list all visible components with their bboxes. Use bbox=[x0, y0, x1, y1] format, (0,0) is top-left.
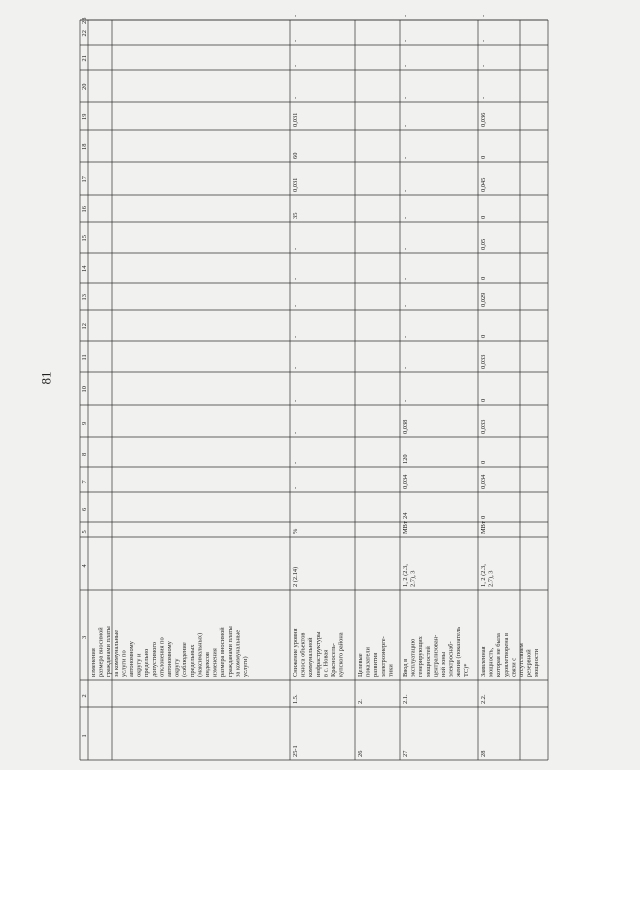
cell-r3-c7: 0,034 bbox=[402, 474, 409, 489]
cell-r1-c18: 60 bbox=[292, 152, 299, 159]
cell-r0-c3: допустимого bbox=[150, 641, 158, 677]
cell-r4-c6: 0 bbox=[480, 515, 487, 519]
cell-r2-c3: Целевые bbox=[357, 653, 364, 677]
cell-r4-c3: Заявленная bbox=[480, 646, 487, 677]
column-number: 17 bbox=[81, 176, 88, 183]
column-number: 18 bbox=[81, 143, 88, 150]
column-number: 7 bbox=[81, 480, 88, 484]
cell-r3-c15: - bbox=[402, 247, 409, 250]
cell-r1-c21: - bbox=[292, 64, 299, 67]
cell-r3-c13: - bbox=[402, 304, 409, 307]
column-number: 22 bbox=[81, 30, 88, 37]
cell-r1-c14: - bbox=[292, 277, 299, 280]
cell-r4-c10: 0 bbox=[480, 398, 487, 402]
cell-r3-c3: мощностей bbox=[424, 646, 432, 677]
cell-r1-c22: - bbox=[292, 39, 299, 42]
cell-r4-c18: 0 bbox=[480, 155, 487, 159]
cell-r1-c15: - bbox=[292, 247, 299, 250]
cell-r3-c4: 2.7), 3 bbox=[409, 570, 417, 587]
cell-r3-c9: 0,038 bbox=[402, 419, 409, 434]
cell-r3-c19: - bbox=[402, 124, 409, 127]
column-number: 16 bbox=[81, 206, 88, 213]
cell-r3-c20: - bbox=[402, 96, 409, 99]
cell-r0-c3: размера вносимой bbox=[219, 627, 227, 677]
cell-r1-c20: - bbox=[292, 96, 299, 99]
cell-r4-c7: 0,034 bbox=[480, 474, 487, 489]
cell-r4-c3: удовлетворена в bbox=[502, 632, 510, 677]
cell-r3-c3: централизован- bbox=[432, 634, 440, 677]
cell-r4-c4: 2.7), 3 bbox=[487, 570, 495, 587]
cell-r1-c3: купского района bbox=[337, 632, 345, 677]
cell-r3-c23: - bbox=[402, 14, 409, 17]
cell-r4-c21: - bbox=[480, 64, 487, 67]
column-number: 8 bbox=[81, 452, 88, 456]
cell-r4-c9: 0,033 bbox=[480, 419, 487, 434]
column-number: 9 bbox=[81, 421, 88, 425]
cell-r0-c3: гражданами платы bbox=[226, 626, 234, 677]
column-number: 19 bbox=[81, 113, 88, 120]
cell-r2-c2: 2. bbox=[357, 699, 364, 704]
cell-r0-c3: отклонения по bbox=[158, 637, 166, 677]
cell-r1-c16: 35 bbox=[292, 212, 299, 219]
cell-r0-c3: предельных bbox=[188, 644, 196, 677]
cell-r2-c3: тики bbox=[387, 664, 395, 677]
cell-r3-c22: - bbox=[402, 39, 409, 42]
cell-r1-c3: Красносель- bbox=[330, 643, 337, 677]
cell-r0-c3: индексов bbox=[204, 652, 211, 677]
cell-r4-c20: - bbox=[480, 96, 487, 99]
cell-r2-c3: электроэнерге- bbox=[379, 636, 387, 677]
cell-r1-c2: 1.5. bbox=[292, 694, 299, 704]
column-number: 15 bbox=[81, 235, 88, 242]
column-number: 5 bbox=[81, 530, 88, 534]
cell-r0-c3: услуги по bbox=[120, 650, 128, 677]
cell-r3-c4: 1, 2 (2.3, bbox=[402, 564, 409, 587]
column-number: 1 bbox=[81, 734, 88, 738]
cell-r0-c3: изменения bbox=[211, 648, 219, 677]
cell-r1-c3: в с. Новая bbox=[322, 649, 330, 677]
cell-r0-c3: за коммунальные bbox=[234, 629, 242, 677]
cell-r3-c3: ТС)* bbox=[462, 663, 470, 677]
cell-r4-c4: 1, 2 (2.3, bbox=[480, 564, 487, 587]
column-number: 13 bbox=[81, 294, 88, 301]
cell-r0-c3: гражданами платы bbox=[105, 626, 113, 677]
cell-r1-c11: - bbox=[292, 366, 299, 369]
cell-r1-c1: 25-1 bbox=[292, 745, 299, 757]
column-number: 4 bbox=[81, 564, 88, 568]
cell-r1-c3: коммунальной bbox=[307, 637, 315, 677]
cell-r2-c1: 26 bbox=[357, 750, 364, 757]
cell-r3-c3: Ввод в bbox=[402, 658, 409, 677]
cell-r3-c18: - bbox=[402, 156, 409, 159]
cell-r3-c16: - bbox=[402, 216, 409, 219]
cell-r2-c3: развития bbox=[372, 652, 380, 677]
cell-r4-c3: связи с bbox=[510, 657, 518, 677]
cell-r3-c17: - bbox=[402, 189, 409, 192]
cell-r3-c3: генерирующих bbox=[417, 636, 425, 677]
cell-r0-c3: (соблюдение bbox=[181, 642, 189, 677]
cell-r3-c2: 2.1. bbox=[402, 694, 409, 704]
column-number: 12 bbox=[81, 323, 88, 330]
cell-r1-c8: - bbox=[292, 461, 299, 464]
cell-r0-c3: (максимальных) bbox=[196, 632, 204, 677]
cell-r1-c4: 2 (2.14) bbox=[292, 566, 299, 587]
column-number: 23 bbox=[81, 17, 88, 24]
cell-r1-c17: 0,031 bbox=[292, 177, 299, 192]
cell-r4-c23: - bbox=[480, 14, 487, 17]
cell-r1-c10: - bbox=[292, 399, 299, 402]
cell-r4-c3: мощность, bbox=[487, 647, 495, 677]
cell-r0-c3: размера вносимой bbox=[97, 627, 105, 677]
cell-r4-c3: отсутствием bbox=[518, 643, 525, 677]
cell-r3-c14: - bbox=[402, 277, 409, 280]
cell-r4-c16: 0 bbox=[480, 215, 487, 219]
cell-r4-c17: 0,045 bbox=[480, 177, 487, 192]
column-number: 11 bbox=[81, 354, 88, 361]
column-number: 21 bbox=[81, 55, 88, 62]
column-number: 2 bbox=[81, 694, 88, 698]
cell-r4-c8: 0 bbox=[480, 460, 487, 464]
cell-r3-c10: - bbox=[402, 399, 409, 402]
cell-r3-c3: жения (показатель bbox=[455, 626, 463, 677]
cell-r4-c22: - bbox=[480, 39, 487, 42]
cell-r3-c3: ной зоны bbox=[440, 651, 447, 677]
cell-r0-c3: округу и bbox=[135, 653, 143, 677]
cell-r1-c7: - bbox=[292, 486, 299, 489]
cell-r0-c3: автономному bbox=[166, 641, 173, 677]
cell-r4-c14: 0 bbox=[480, 276, 487, 280]
cell-r3-c21: - bbox=[402, 64, 409, 67]
cell-r4-c12: 0 bbox=[480, 334, 487, 338]
cell-r3-c8: 120 bbox=[402, 454, 409, 464]
page-number: 81 bbox=[38, 371, 54, 385]
cell-r1-c3: Снижение уровня bbox=[292, 628, 299, 677]
cell-r1-c19: 0,031 bbox=[292, 112, 299, 127]
cell-r1-c3: износа объектов bbox=[299, 632, 307, 677]
cell-r1-c13: - bbox=[292, 304, 299, 307]
cell-r3-c6: 24 bbox=[402, 512, 409, 519]
cell-r4-c19: 0,036 bbox=[480, 112, 487, 127]
cell-r1-c3: инфраструктуры bbox=[314, 631, 322, 677]
cell-r0-c3: за коммунальные bbox=[112, 629, 120, 677]
cell-r1-c9: - bbox=[292, 431, 299, 434]
cell-r4-c3: резервной bbox=[525, 649, 533, 677]
cell-r0-c3: изменения bbox=[90, 648, 97, 677]
cell-r3-c5: МВт bbox=[402, 521, 409, 534]
column-number: 10 bbox=[81, 386, 88, 393]
cell-r0-c3: предельно bbox=[143, 648, 151, 677]
cell-r3-c11: - bbox=[402, 366, 409, 369]
cell-r4-c5: МВт bbox=[480, 521, 487, 534]
cell-r4-c3: которая не была bbox=[495, 633, 503, 677]
cell-r0-c3: услуги) bbox=[242, 656, 249, 677]
cell-r1-c23: - bbox=[292, 14, 299, 17]
cell-r4-c3: мощности bbox=[533, 649, 541, 677]
cell-r3-c1: 27 bbox=[402, 750, 409, 757]
cell-r4-c2: 2.2. bbox=[480, 694, 487, 704]
cell-r0-c3: автономному bbox=[128, 641, 135, 677]
column-number: 20 bbox=[81, 83, 88, 90]
cell-r1-c12: - bbox=[292, 335, 299, 338]
column-number: 3 bbox=[81, 635, 88, 639]
cell-r3-c3: электроснаб- bbox=[447, 641, 455, 677]
cell-r4-c1: 28 bbox=[480, 750, 487, 757]
cell-r3-c12: - bbox=[402, 335, 409, 338]
cell-r4-c15: 0,05 bbox=[480, 238, 487, 250]
column-number: 14 bbox=[81, 265, 88, 272]
cell-r1-c5: % bbox=[292, 528, 299, 534]
cell-r0-c3: округу bbox=[173, 658, 181, 677]
cell-r4-c13: 0,029 bbox=[480, 292, 487, 307]
cell-r2-c3: показатели bbox=[364, 647, 372, 677]
column-number: 6 bbox=[81, 507, 88, 511]
cell-r4-c11: 0,033 bbox=[480, 354, 487, 369]
cell-r3-c3: эксплуатацию bbox=[409, 638, 417, 677]
